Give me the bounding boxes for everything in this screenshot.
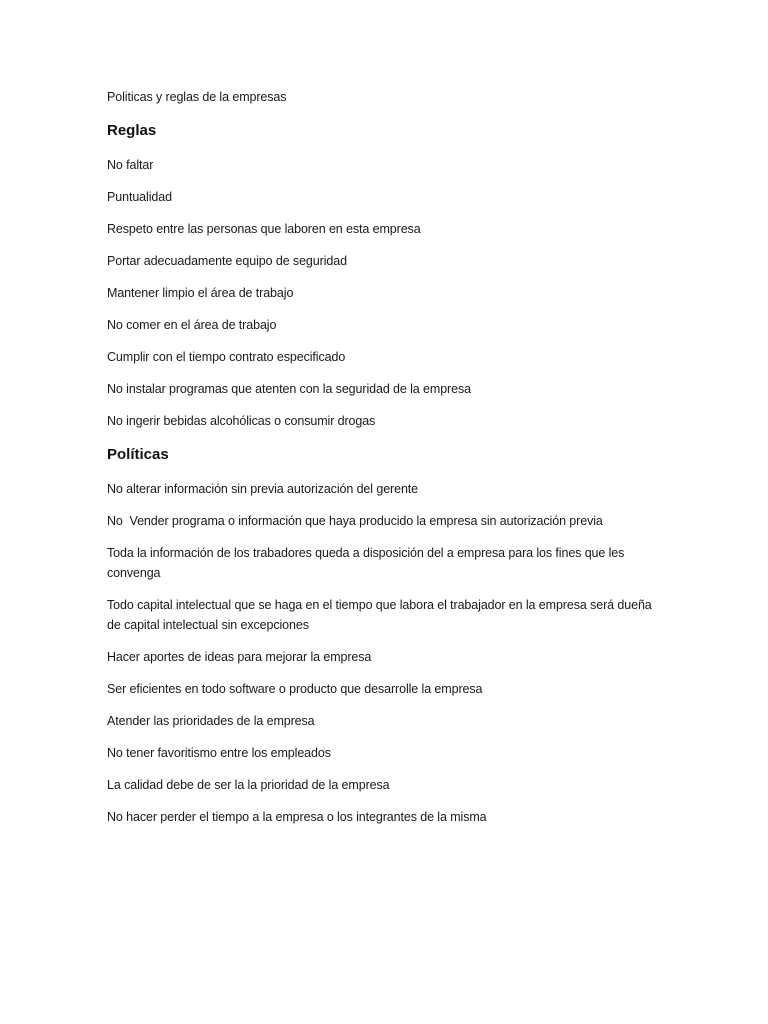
list-item: Toda la información de los trabadores queda a disposición del a empresa para los fines que les convenga	[107, 546, 628, 580]
reglas-list	[107, 155, 667, 431]
list-item: Ser eficientes en todo software o producto que desarrolle la empresa	[107, 682, 483, 696]
list-item: Puntualidad	[107, 190, 172, 204]
list-item: Portar adecuadamente equipo de seguridad	[107, 254, 347, 268]
list-item: No tener favoritismo entre los empleados	[107, 746, 331, 760]
list-item: No comer en el área de trabajo	[107, 318, 277, 332]
list-item: Respeto entre las personas que laboren en esta empresa	[107, 222, 421, 236]
list-item: No faltar	[107, 158, 154, 172]
section-heading-politicas: Políticas	[107, 446, 169, 463]
section-heading-reglas: Reglas	[107, 122, 157, 139]
list-item: No alterar información sin previa autorización del gerente	[107, 482, 419, 496]
list-item: No ingerir bebidas alcohólicas o consumir drogas	[107, 414, 376, 428]
list-item: Atender las prioridades de la empresa	[107, 714, 315, 728]
list-item: No Vender programa o información que haya producido la empresa sin autorización previa	[107, 514, 603, 528]
list-item: La calidad debe de ser la la prioridad de la empresa	[107, 778, 390, 792]
list-item: Todo capital intelectual que se haga en el tiempo que labora el trabajador en la empresa será dueña de capital intelectual sin excepciones	[107, 598, 656, 632]
list-item: Hacer aportes de ideas para mejorar la empresa	[107, 650, 372, 664]
politicas-list	[107, 479, 667, 827]
list-item: Mantener limpio el área de trabajo	[107, 286, 294, 300]
list-item: No instalar programas que atenten con la seguridad de la empresa	[107, 382, 471, 396]
document-title: Politicas y reglas de la empresas	[107, 90, 287, 104]
document-body	[107, 87, 667, 839]
list-item: No hacer perder el tiempo a la empresa o los integrantes de la misma	[107, 810, 487, 824]
list-item: Cumplir con el tiempo contrato especificado	[107, 350, 346, 364]
